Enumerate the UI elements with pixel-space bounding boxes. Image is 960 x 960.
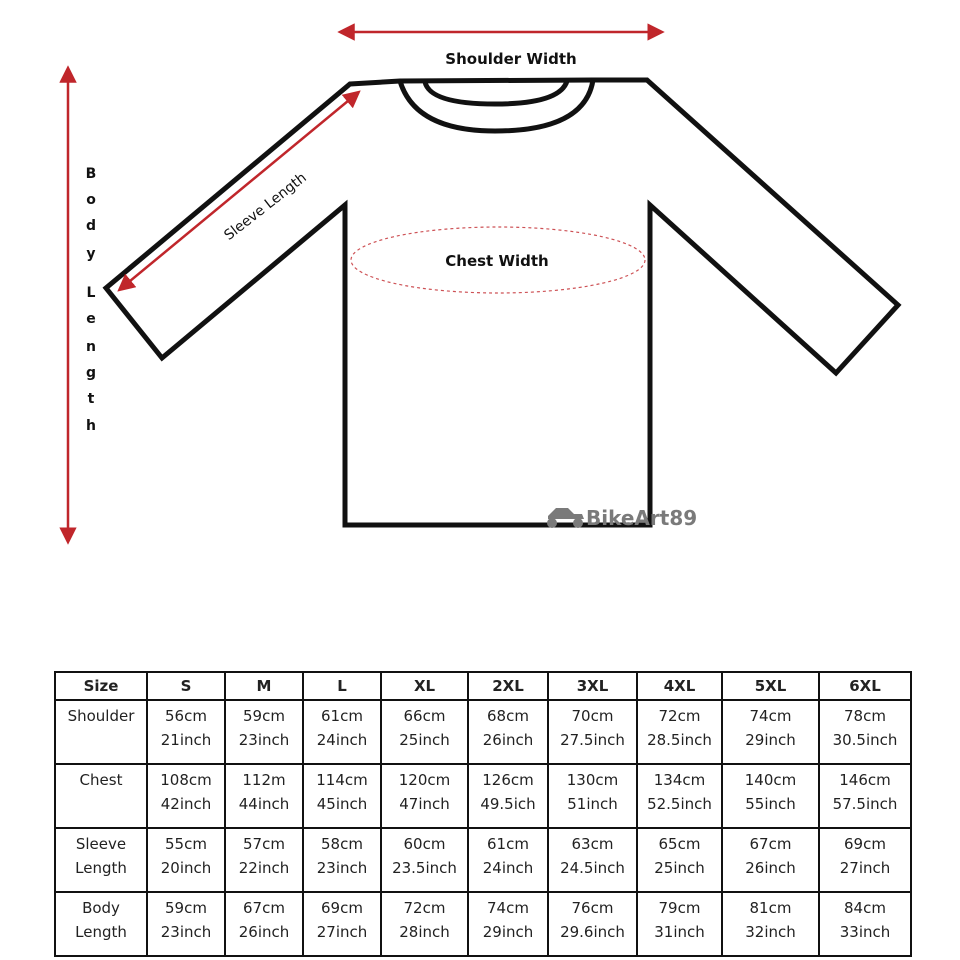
- value-cm: 120cm: [398, 771, 451, 789]
- measurement-cell: [819, 700, 911, 764]
- size-column-header: S: [147, 672, 225, 700]
- value-cm: 114cm: [316, 771, 368, 789]
- measurement-cell: [225, 828, 303, 892]
- value-inch: 47inch: [399, 795, 450, 813]
- value-inch: 28inch: [399, 923, 450, 941]
- value-inch: 27inch: [316, 923, 368, 941]
- table-row: [55, 764, 911, 828]
- size-column-header: 3XL: [548, 672, 637, 700]
- sleeve-length-label: Sleeve Length: [221, 169, 310, 244]
- value-inch: 28.5inch: [647, 731, 712, 749]
- value-cm: 63cm: [571, 835, 614, 853]
- value-cm: 60cm: [403, 835, 446, 853]
- body-length-letter: h: [86, 418, 96, 434]
- value-cm: 67cm: [749, 835, 792, 853]
- value-inch: 42inch: [160, 795, 212, 813]
- value-cm: 146cm: [839, 771, 891, 789]
- measurement-cell: [819, 892, 911, 956]
- measurement-label: Body: [82, 899, 120, 917]
- body-length-letter: n: [86, 339, 96, 355]
- body-length-letter: e: [86, 311, 96, 327]
- value-cm: 74cm: [487, 899, 529, 917]
- value-cm: 69cm: [844, 835, 886, 853]
- chest-width-label: Chest Width: [445, 252, 549, 270]
- measurement-cell: [637, 828, 722, 892]
- value-cm: 79cm: [658, 899, 701, 917]
- measurement-cell: [722, 764, 819, 828]
- value-cm: 55cm: [165, 835, 207, 853]
- value-cm: 78cm: [844, 707, 886, 725]
- value-cm: 140cm: [744, 771, 797, 789]
- value-cm: 81cm: [749, 899, 792, 917]
- size-column-header: 5XL: [722, 672, 819, 700]
- value-inch: 25inch: [654, 859, 705, 877]
- size-header-row: [55, 672, 911, 700]
- value-inch: 29.6inch: [560, 923, 625, 941]
- size-column-header: 2XL: [468, 672, 548, 700]
- value-cm: 69cm: [321, 899, 363, 917]
- value-inch: 29inch: [745, 731, 796, 749]
- value-cm: 72cm: [403, 899, 446, 917]
- measurement-cell: [303, 764, 381, 828]
- value-inch: 45inch: [316, 795, 368, 813]
- value-inch: 49.5ich: [480, 795, 536, 813]
- measurement-cell: [548, 828, 637, 892]
- value-inch: 52.5inch: [647, 795, 712, 813]
- value-inch: 22inch: [238, 859, 290, 877]
- value-inch: 30.5inch: [832, 731, 898, 749]
- value-cm: 61cm: [321, 707, 363, 725]
- value-inch: 26inch: [482, 731, 534, 749]
- measurement-cell: [147, 700, 225, 764]
- measurement-cell: [468, 700, 548, 764]
- measurement-cell: [819, 828, 911, 892]
- measurement-cell: [548, 764, 637, 828]
- measurement-cell: [381, 892, 468, 956]
- table-row: [55, 892, 911, 956]
- value-inch: 27inch: [839, 859, 891, 877]
- value-inch: 51inch: [567, 795, 618, 813]
- measurement-cell: [147, 892, 225, 956]
- value-cm: 70cm: [571, 707, 614, 725]
- size-header-cell: Size: [55, 672, 147, 700]
- measurement-cell: [225, 700, 303, 764]
- body-length-letter: g: [85, 365, 97, 381]
- value-cm: 58cm: [321, 835, 363, 853]
- value-cm: 57cm: [243, 835, 285, 853]
- size-chart-table: [54, 671, 912, 957]
- measurement-cell: [722, 828, 819, 892]
- measurement-cell: [381, 828, 468, 892]
- measurement-cell: [819, 764, 911, 828]
- body-length-letter: y: [86, 246, 96, 262]
- measurement-cell: [303, 828, 381, 892]
- sleeve-length-arrow: [124, 96, 354, 286]
- measurement-cell: [303, 892, 381, 956]
- measurement-label: Chest: [79, 771, 123, 789]
- measurement-cell: [225, 892, 303, 956]
- value-inch: 23inch: [316, 859, 368, 877]
- measurement-label: Sleeve: [75, 835, 127, 853]
- size-column-header: L: [303, 672, 381, 700]
- measurement-cell: [637, 764, 722, 828]
- measurement-cell: [381, 764, 468, 828]
- value-inch: 25inch: [399, 731, 450, 749]
- value-cm: 61cm: [487, 835, 529, 853]
- value-cm: 65cm: [658, 835, 701, 853]
- measurement-label: Length: [75, 859, 127, 877]
- collar-inner: [425, 81, 567, 104]
- value-inch: 26inch: [238, 923, 290, 941]
- value-cm: 112m: [242, 771, 286, 789]
- measurement-cell: [147, 828, 225, 892]
- measurement-cell: [468, 892, 548, 956]
- size-column-header: 4XL: [637, 672, 722, 700]
- measurement-cell: [637, 892, 722, 956]
- measurement-cell: [548, 892, 637, 956]
- value-inch: 32inch: [745, 923, 796, 941]
- value-cm: 66cm: [403, 707, 446, 725]
- body-length-letter: o: [86, 192, 96, 208]
- value-cm: 108cm: [160, 771, 212, 789]
- body-length-letter: t: [87, 391, 95, 407]
- measurement-label-cell: [55, 764, 147, 828]
- measurement-label-cell: [55, 828, 147, 892]
- value-inch: 33inch: [839, 923, 891, 941]
- measurement-cell: [381, 700, 468, 764]
- value-cm: 84cm: [844, 899, 886, 917]
- table-row: [55, 828, 911, 892]
- measurement-cell: [722, 700, 819, 764]
- value-cm: 76cm: [571, 899, 614, 917]
- measurement-cell: [303, 700, 381, 764]
- measurement-label: Length: [75, 923, 127, 941]
- body-length-letter: d: [85, 218, 97, 234]
- value-inch: 24inch: [316, 731, 368, 749]
- body-length-letter: L: [86, 285, 96, 301]
- value-inch: 44inch: [238, 795, 290, 813]
- measurement-label: Shoulder: [67, 707, 135, 725]
- value-cm: 56cm: [165, 707, 207, 725]
- value-inch: 29inch: [482, 923, 534, 941]
- value-inch: 24.5inch: [560, 859, 625, 877]
- value-cm: 134cm: [653, 771, 706, 789]
- value-cm: 68cm: [487, 707, 529, 725]
- value-inch: 55inch: [745, 795, 796, 813]
- value-cm: 59cm: [243, 707, 285, 725]
- measurement-cell: [225, 764, 303, 828]
- shirt-outline: [106, 80, 898, 525]
- value-inch: 27.5inch: [560, 731, 625, 749]
- size-column-header: M: [225, 672, 303, 700]
- value-inch: 23inch: [238, 731, 290, 749]
- value-inch: 23inch: [160, 923, 212, 941]
- measurement-cell: [468, 828, 548, 892]
- measurement-cell: [468, 764, 548, 828]
- measurement-cell: [147, 764, 225, 828]
- table-row: [55, 700, 911, 764]
- value-inch: 26inch: [745, 859, 796, 877]
- value-inch: 24inch: [482, 859, 534, 877]
- value-inch: 20inch: [160, 859, 212, 877]
- value-inch: 23.5inch: [392, 859, 457, 877]
- value-cm: 67cm: [243, 899, 285, 917]
- body-length-letter: B: [85, 166, 97, 182]
- watermark-text: BikeArt89: [586, 506, 698, 530]
- measurement-cell: [637, 700, 722, 764]
- value-cm: 130cm: [566, 771, 619, 789]
- size-column-header: 6XL: [819, 672, 911, 700]
- value-inch: 31inch: [654, 923, 705, 941]
- value-inch: 21inch: [160, 731, 212, 749]
- measurement-cell: [722, 892, 819, 956]
- measurement-cell: [548, 700, 637, 764]
- value-cm: 72cm: [658, 707, 701, 725]
- value-cm: 59cm: [165, 899, 207, 917]
- measurement-label-cell: [55, 892, 147, 956]
- value-cm: 74cm: [749, 707, 792, 725]
- value-cm: 126cm: [482, 771, 534, 789]
- shoulder-width-label: Shoulder Width: [445, 50, 577, 68]
- value-inch: 57.5inch: [832, 795, 898, 813]
- measurement-label-cell: [55, 700, 147, 764]
- size-column-header: XL: [381, 672, 468, 700]
- body-length-label: [86, 166, 97, 434]
